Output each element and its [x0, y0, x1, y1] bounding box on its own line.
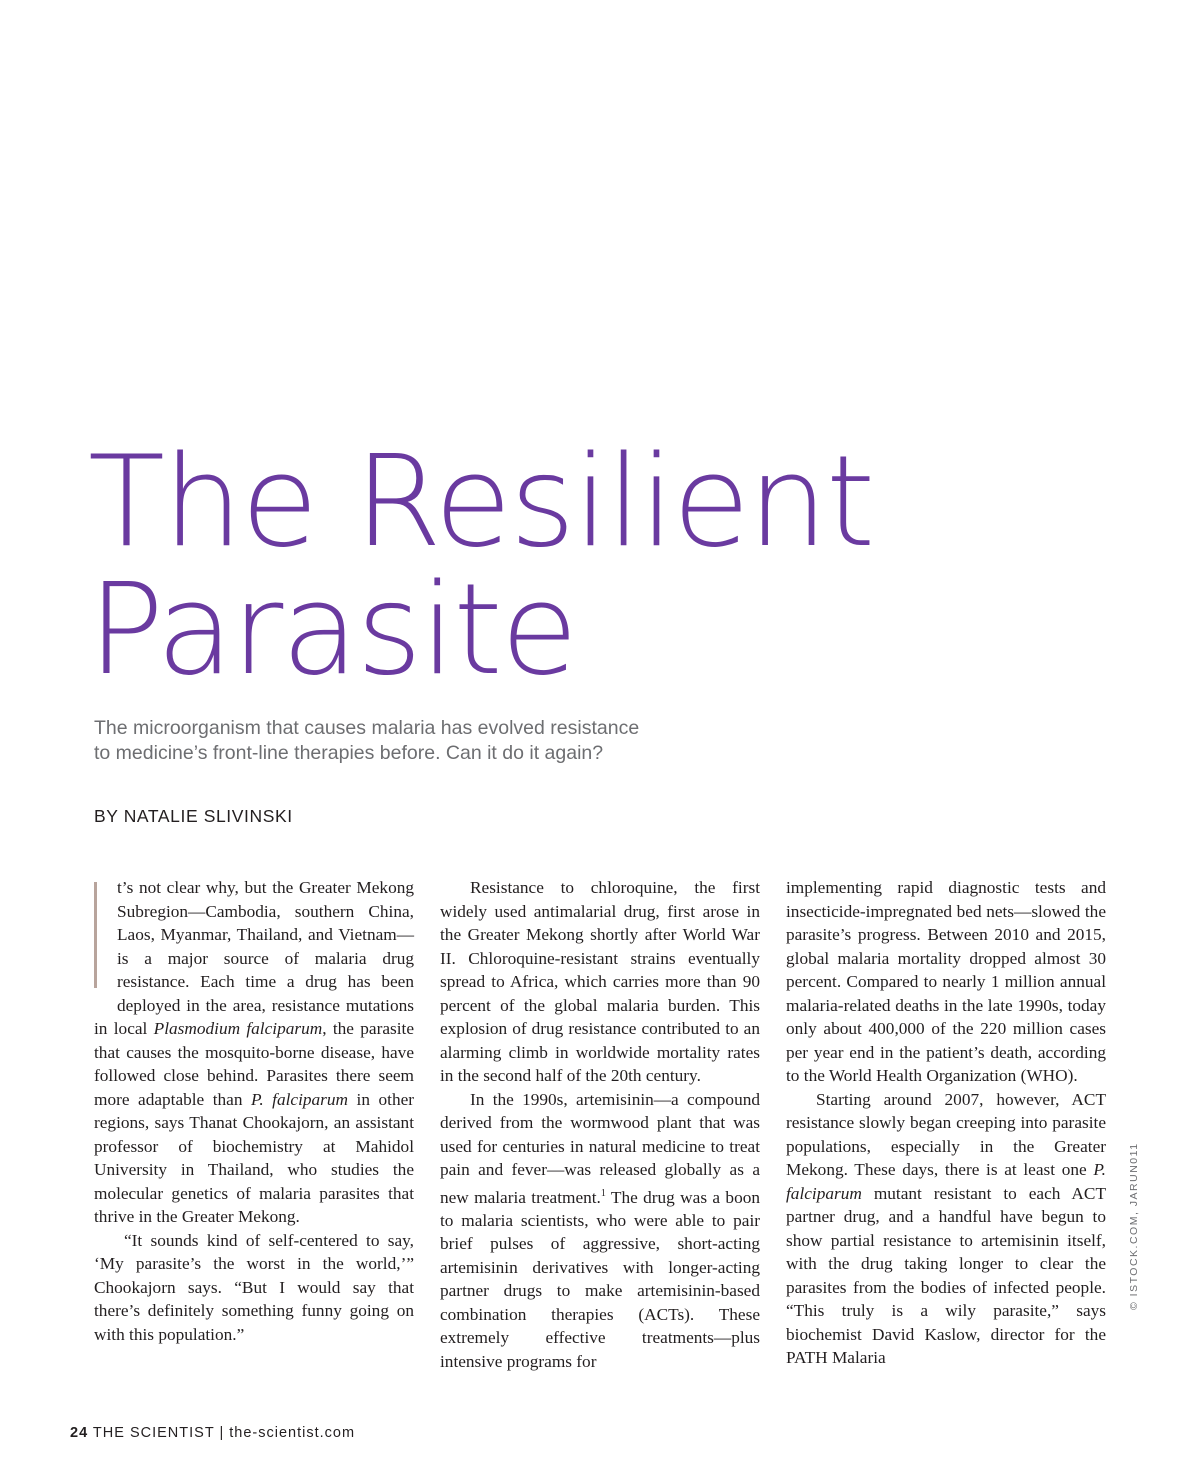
article-title	[88, 428, 874, 703]
website-link: the-scientist.com	[229, 1425, 356, 1441]
dek-line-1: The microorganism that causes malaria has evolved resistance	[94, 717, 640, 739]
page-number: 24	[70, 1425, 89, 1441]
body-paragraph: Resistance to chloroquine, the first widely used antimalarial drug, first arose in the Greater Mekong shortly after World War II. Chloroquine-resistant strains eventually spread to Africa, which carries more than 90 percent of the global malaria burden. This explosion of drug resistance contributed to an alarming climb in worldwide mortality rates in the second half of the 20th century.	[440, 878, 760, 1085]
photo-credit: © ISTOCK.COM, JARUN011	[1128, 1142, 1140, 1310]
dek-line-2: to medicine’s front-line therapies before. Can it do it again?	[94, 742, 604, 764]
footnote-ref: 1	[600, 1187, 606, 1199]
body-paragraph: Starting around 2007, however, ACT resistance slowly began creeping into parasite populations, especially in the Greater Mekong. These days, there is at least one P. falciparum mutant resistant to each ACT partner drug, and a handful have begun to show partial resistance to artemisinin itself, with the drug taking longer to clear the parasites from the bodies of infected people. “This truly is a wily parasite,” says biochemist David Kaslow, director for the PATH Malaria	[786, 1089, 1106, 1367]
magazine-name: THE SCIENTIST	[92, 1425, 215, 1441]
title-line-2: Parasite	[88, 556, 577, 703]
body-column-3	[786, 876, 1106, 1370]
body-paragraph: t’s not clear why, but the Greater Mekong Subregion—Cambodia, southern China, Laos, Myanmar, Thailand, and Vietnam—is a major source of malaria drug resistance. Each time a drug has been deployed in the area, resistance mutations in local Plasmodium falciparum, the parasite that causes the mosquito-borne disease, have followed close behind. Parasites there seem more adaptable than P. falciparum in other regions, says Thanat Chookajorn, an assistant professor of biochemistry at Mahidol University in Thailand, who studies the molecular genetics of malaria parasites that thrive in the Greater Mekong.	[94, 878, 415, 1226]
body-paragraph: “It sounds kind of self-centered to say, ‘My parasite’s the worst in the world,’” Chookajorn says. “But I would say that there’s definitely something funny going on with this population.”	[94, 1230, 414, 1344]
body-paragraph: implementing rapid diagnostic tests and insecticide-impregnated bed nets—slowed the parasite’s progress. Between 2010 and 2015, global malaria mortality dropped almost 30 percent. Compared to nearly 1 million annual malaria-related deaths in the late 1990s, today only about 400,000 of the 220 million cases per year end in the patient’s death, according to the World Health Organization (WHO).	[786, 878, 1106, 1085]
title-line-1: The Resilient	[88, 428, 874, 575]
body-column-1	[94, 876, 414, 1346]
byline: BY NATALIE SLIVINSKI	[94, 806, 293, 826]
drop-cap	[94, 876, 116, 994]
footer-separator: |	[219, 1425, 225, 1441]
body-paragraph: In the 1990s, artemisinin—a compound derived from the wormwood plant that was used for centuries in natural medicine to treat pain and fever—was released globally as a new malaria treatment.$^1$ The drug was a boon to malaria scientists, who were able to pair brief pulses of aggressive, short-acting artemisinin derivatives with longer-acting partner drugs to make artemisinin-based combination therapies (ACTs). These extremely effective treatments—plus intensive programs for	[440, 1089, 760, 1371]
drop-cap-bar	[94, 882, 97, 988]
page-footer	[70, 1425, 355, 1441]
article-dek	[94, 716, 754, 766]
body-column-2	[440, 876, 760, 1373]
